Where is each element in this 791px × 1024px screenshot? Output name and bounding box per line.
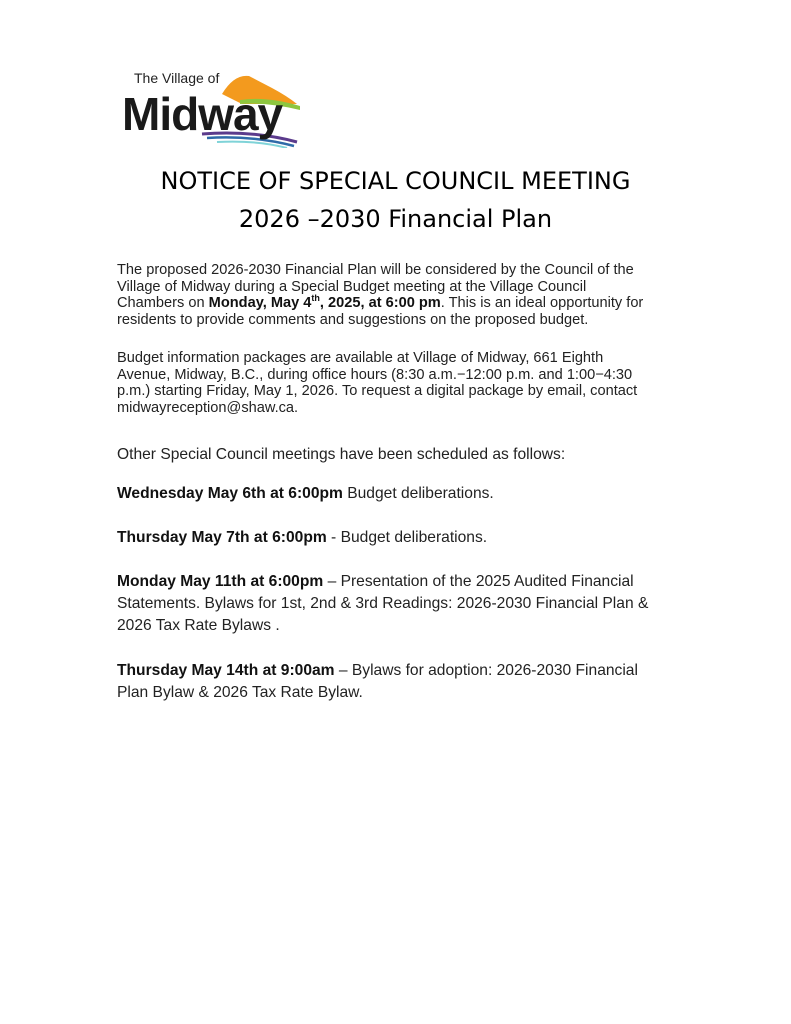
meeting-description: – Presentation of the 2025 Audited Financial [323,573,634,590]
meeting-datetime: Thursday May 14th at 9:00am [117,662,335,679]
date-part: Monday, May 4 [208,295,312,312]
text-segment: . This is an ideal opportunity for [440,295,644,312]
meeting-item [117,660,697,704]
notice-subtitle: 2026 –2030 Financial Plan [238,205,553,233]
meeting-description: – Bylaws for adoption: 2026-2030 Financial [334,662,638,679]
meeting-description: - Budget deliberations. [326,529,488,546]
text-line: residents to provide comments and suggestions on the proposed budget. [117,311,589,328]
logo-small-text: The Village of [134,70,220,86]
meeting-item [117,483,697,505]
meeting-description: Statements. Bylaws for 1st, 2nd & 3rd Readings: 2026-2030 Financial Plan & [117,595,649,612]
intro-paragraph [117,262,697,328]
text-line: Avenue, Midway, B.C., during office hours (8:30 a.m.−12:00 p.m. and 1:00−4:30 [117,366,633,383]
text-line: p.m.) starting Friday, May 1, 2026. To request a digital package by email, contact [117,383,638,400]
meeting-item [117,527,697,549]
text-segment: Chambers on [117,295,209,312]
notice-title: NOTICE OF SPECIAL COUNCIL MEETING [160,167,631,195]
text-line: Budget information packages are available at Village of Midway, 661 Eighth [117,350,604,366]
text-line [117,295,697,312]
text-line: The proposed 2026-2030 Financial Plan will be considered by the Council of the [117,262,634,278]
meeting-description: Budget deliberations. [342,485,494,502]
text-line: Village of Midway during a Special Budget meeting at the Village Council [117,278,587,295]
meeting-item [117,571,697,637]
meeting-datetime: Monday May 11th at 6:00pm [117,573,324,590]
budget-info-paragraph [117,350,697,416]
email-line: midwayreception@shaw.ca. [117,399,299,416]
meeting-datetime: Thursday May 7th at 6:00pm [117,529,327,546]
village-of-midway-logo [122,66,307,148]
meeting-description: Plan Bylaw & 2026 Tax Rate Bylaw. [117,684,363,701]
logo-big-text: Midway [122,88,283,140]
meeting-description: 2026 Tax Rate Bylaws . [117,617,280,634]
meetings-intro: Other Special Council meetings have been scheduled as follows: [117,446,566,463]
meeting-date [209,295,441,311]
date-suffix: th [311,293,320,304]
meeting-datetime: Wednesday May 6th at 6:00pm [117,485,343,502]
date-part: , 2025, at 6:00 pm [319,295,441,312]
